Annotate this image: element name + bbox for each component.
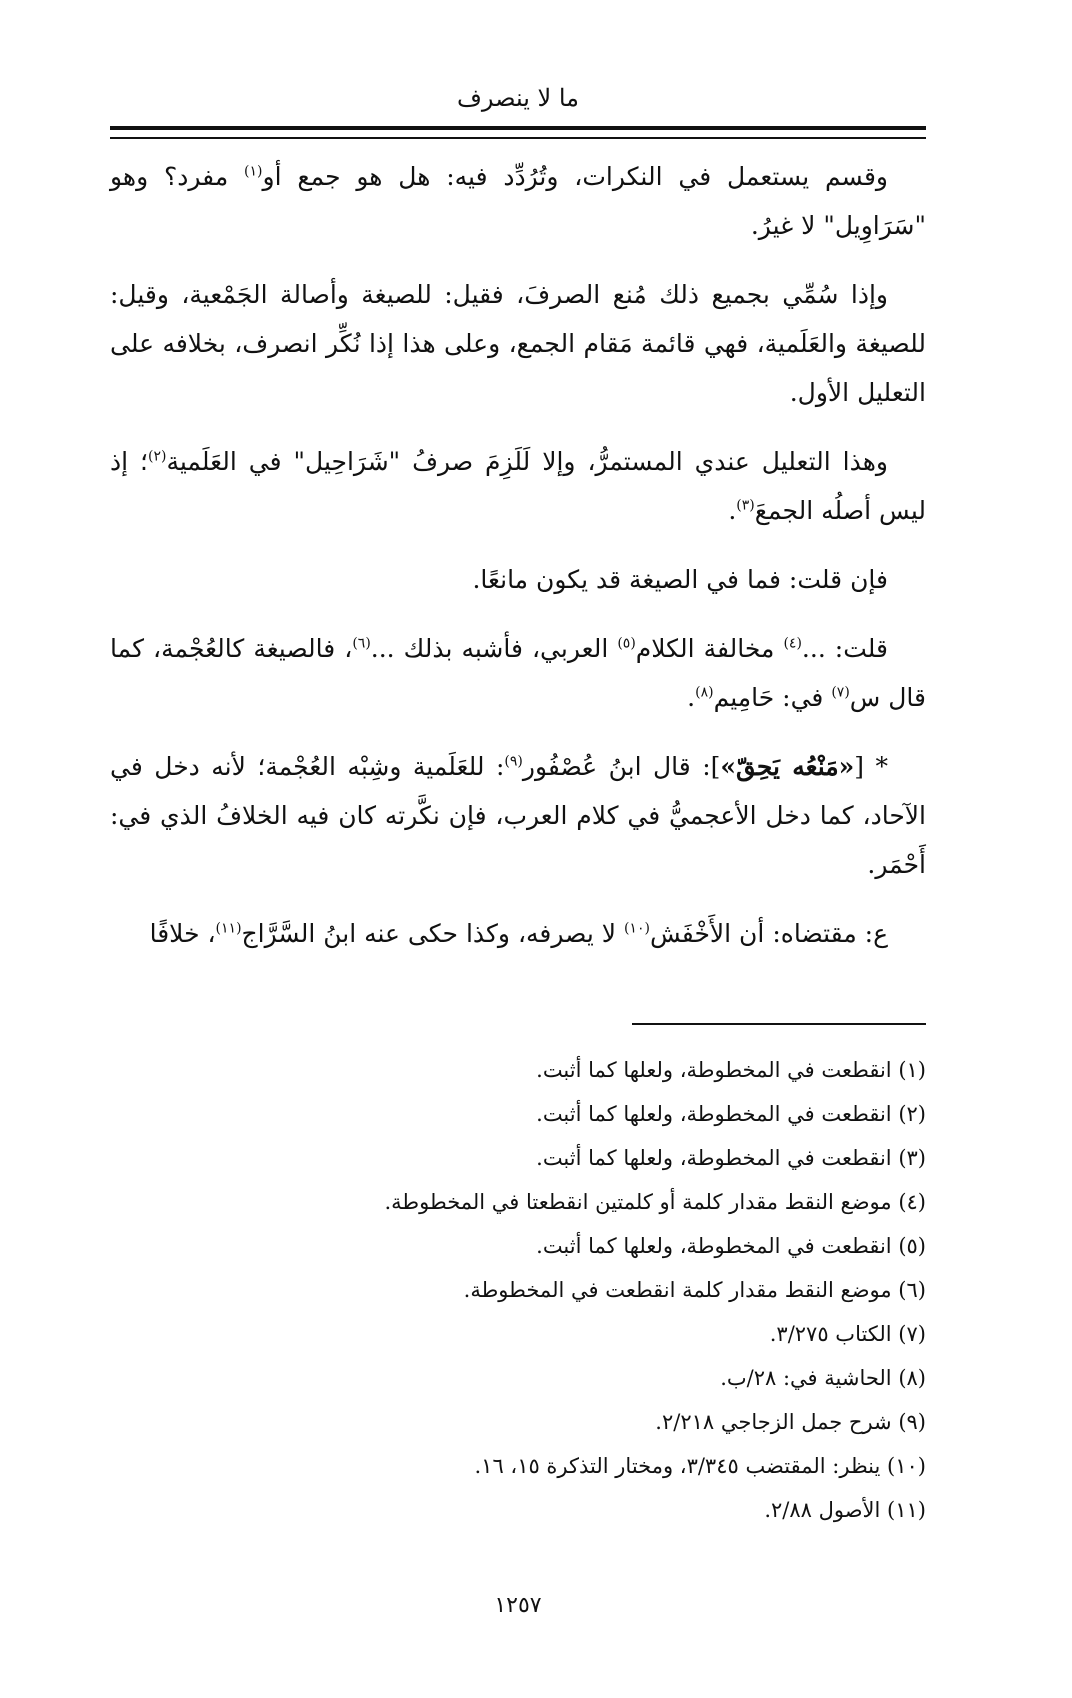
footnote-marker: (٨) xyxy=(695,684,714,701)
paragraph-6 xyxy=(110,742,926,889)
text-run: ؛ إذ ليس أصلُه الجمعَ xyxy=(110,447,926,525)
paragraph-1 xyxy=(110,152,926,250)
text-run: في: حَامِيم xyxy=(713,683,832,712)
footnote-8: (٨) الحاشية في: ٢٨/ب. xyxy=(720,1366,926,1390)
paragraph-4 xyxy=(110,555,926,604)
footnote-1: (١) انقطعت في المخطوطة، ولعلها كما أثبت. xyxy=(536,1058,926,1082)
footnote-marker: (٢) xyxy=(148,448,167,465)
footnote-marker: (٦) xyxy=(352,635,371,652)
footnote-11: (١١) الأصول ٢/٨٨. xyxy=(764,1498,926,1522)
text-run: ع: مقتضاه: أن الأَخْفَش xyxy=(649,919,888,948)
footnote-10: (١٠) ينظر: المقتضب ٣/٣٤٥، ومختار التذكرة ١٥، ١٦. xyxy=(474,1454,926,1478)
text-run: ، خلافًا xyxy=(149,919,216,948)
footnote-7: (٧) الكتاب ٣/٢٧٥. xyxy=(769,1322,926,1346)
header-rule-thin xyxy=(110,137,926,139)
footnote-5: (٥) انقطعت في المخطوطة، ولعلها كما أثبت. xyxy=(536,1234,926,1258)
footnote-marker: (٧) xyxy=(831,684,850,701)
paragraph-3 xyxy=(110,437,926,535)
footnote-6: (٦) موضع النقط مقدار كلمة انقطعت في المخطوطة. xyxy=(463,1278,926,1302)
text-run: ]: قال ابنُ عُصْفُور xyxy=(522,752,721,781)
text-run: مخالفة الكلام xyxy=(635,634,784,663)
quoted-verse-phrase: «مَنْعُه يَحِقّ» xyxy=(720,752,855,781)
header-rule-thick xyxy=(110,126,926,130)
footnote-2: (٢) انقطعت في المخطوطة، ولعلها كما أثبت. xyxy=(536,1102,926,1126)
text-run: ، فالصيغة كالعُجْمة، كما قال س xyxy=(110,634,926,712)
text-run: وقسم يستعمل في النكرات، وتُرُدِّد فيه: هل هو جمع أو xyxy=(262,162,888,191)
paragraph-5 xyxy=(110,624,926,722)
footnote-marker: (٤) xyxy=(783,635,802,652)
footnote-marker: (١٠) xyxy=(623,920,650,937)
main-text xyxy=(110,152,926,958)
footnotes-list xyxy=(110,1048,926,1532)
footnote-separator xyxy=(632,1023,926,1025)
footnote-3: (٣) انقطعت في المخطوطة، ولعلها كما أثبت. xyxy=(536,1146,926,1170)
text-run: قلت: ... xyxy=(801,634,889,663)
running-title: ما لا ينصرف xyxy=(457,84,579,112)
text-run: وهذا التعليل عندي المستمرُّ، وإلا لَلَزِمَ صرفُ "شَرَاحِيل" في العَلَمية xyxy=(166,447,888,476)
footnote-marker: (١) xyxy=(244,163,263,180)
footnote-marker: (١١) xyxy=(215,920,242,937)
text-run: العربي، فأشبه بذلك ... xyxy=(370,634,618,663)
text-run: . xyxy=(687,683,696,712)
page-number: ١٢٥٧ xyxy=(494,1593,542,1618)
footnote-4: (٤) موضع النقط مقدار كلمة أو كلمتين انقطعتا في المخطوطة. xyxy=(384,1190,926,1214)
text-run: فإن قلت: فما في الصيغة قد يكون مانعًا. xyxy=(472,565,888,594)
footnote-marker: (٩) xyxy=(504,753,523,770)
footnote-marker: (٥) xyxy=(617,635,636,652)
text-run: وإذا سُمِّي بجميع ذلك مُنع الصرفَ، فقيل: للصيغة وأصالة الجَمْعية، وقيل: للصيغة والعَلَمية، فهي قائمة مَقام الجمع، وعلى هذا إذا نُكِّر انصرف، بخلافه على التعليل الأول. xyxy=(110,280,926,407)
text-run: لا يصرفه، وكذا حكى عنه ابنُ السَّرَّاج xyxy=(241,919,624,948)
text-run: . xyxy=(728,496,737,525)
paragraph-7 xyxy=(110,909,926,958)
paragraph-2 xyxy=(110,270,926,417)
text-run: : للعَلَمية وشِبْه العُجْمة؛ لأنه دخل في الآحاد، كما دخل الأعجميُّ في كلام العرب، فإن نكَّرته كان فيه الخلافُ الذي في: أَحْمَر. xyxy=(110,752,926,879)
footnote-9: (٩) شرح جمل الزجاجي ٢/٢١٨. xyxy=(655,1410,926,1434)
text-run: مفرد؟ وهو "سَرَاوِيل" لا غيرُ. xyxy=(110,162,926,240)
footnote-marker: (٣) xyxy=(736,497,755,514)
text-run: * [ xyxy=(854,752,889,781)
